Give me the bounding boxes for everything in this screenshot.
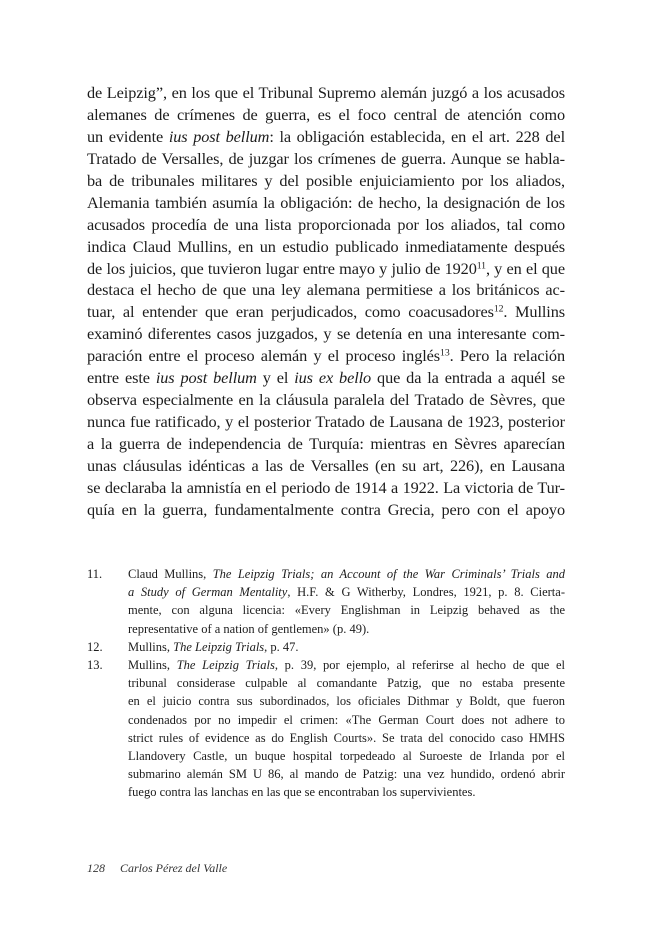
text-line: paración entre el proceso alemán y el proceso inglés$^{13}$. Pero la relación — [87, 346, 565, 366]
running-author: Carlos Pérez del Valle — [120, 861, 228, 875]
footnote-line: fuego contra las lanchas en las que se encontraban los supervivientes. — [128, 785, 476, 800]
footnote-line: condenados por no impedir el crimen: «The German Court does not adhere to — [128, 712, 565, 727]
main-text — [87, 82, 565, 521]
text-line: indica Claud Mullins, en un estudio publicado inmediatamente después — [87, 236, 565, 256]
text-line: Alemania también asumía la obligación: de hecho, la designación de los — [87, 192, 565, 212]
footnote-line: Claud Mullins, The Leipzig Trials; an Account of the War Criminals’ Trials and — [128, 567, 565, 581]
text-line: se declaraba la amnistía en el periodo de 1914 a 1922. La victoria de Tur- — [87, 477, 565, 497]
text-line: quía en la guerra, fundamentalmente contra Grecia, pero con el apoyo — [87, 499, 565, 519]
footnotes — [87, 565, 565, 801]
text-line: de los juicios, que tuvieron lugar entre mayo y julio de 1920$^{11}$, y en el que — [87, 258, 565, 278]
footnote-line: mente, con alguna licencia: «Every Englishman in Leipzig behaved as the — [128, 603, 565, 618]
text-line: examinó diferentes casos juzgados, y se detenía en una interesante com- — [87, 324, 565, 344]
footnote-line: en el juicio contra sus subordinados, los oficiales Dithmar y Boldt, que fueron — [128, 694, 565, 709]
text-line: de Leipzig”, en los que el Tribunal Supremo alemán juzgó a los acusados — [87, 83, 565, 102]
footnote-12 — [87, 638, 565, 656]
footnote-line: Llandovery Castle, un buque hospital torpedeado al Suroeste de Irlanda por el — [128, 748, 565, 763]
page-footer — [87, 861, 227, 876]
text-line: tuar, al entender que eran perjudicados, como coacusadores$^{12}$. Mullins — [87, 302, 566, 322]
text-line: observa especialmente en la cláusula paralela del Tratado de Sèvres, que — [87, 390, 565, 410]
footnote-line: tribunal considerase culpable al comandante Patzig, que no estaba presente — [128, 676, 565, 691]
text-line: alemanes de crímenes de guerra, es el foco central de atención como — [87, 104, 565, 124]
footnote-11 — [87, 565, 565, 638]
footnote-number: 11. — [87, 567, 103, 581]
footnote-line: a Study of German Mentality, H.F. & G Witherby, Londres, 1921, p. 8. Cierta- — [128, 585, 565, 600]
footnote-line: Mullins, The Leipzig Trials, p. 39, por ejemplo, al referirse al hecho de que el — [128, 657, 565, 672]
footnote-line: submarino alemán SM U 86, al mando de Patzig: una vez hundido, ordenó abrir — [128, 767, 565, 782]
footnote-line: strict rules of evidence as do English Courts». Se trata del conocido caso HMHS — [128, 730, 565, 745]
text-line: ba de tribunales militares y del posible enjuiciamiento por los aliados, — [87, 170, 565, 190]
text-line: a la guerra de independencia de Turquía: mientras en Sèvres aparecían — [87, 434, 565, 453]
footnote-number: 13. — [87, 657, 103, 672]
text-line: un evidente ius post bellum: la obligación establecida, en el art. 228 del — [87, 126, 565, 146]
footnote-line: Mullins, The Leipzig Trials, p. 47. — [128, 639, 299, 654]
footnote-ref-13: 13 — [440, 347, 450, 359]
footnote-number: 12. — [87, 639, 103, 654]
footnote-line: representative of a nation of gentlemen» (p. 49). — [128, 621, 370, 636]
text-line: acusados procedía de una lista proporcionada por los aliados, tal como — [87, 214, 565, 234]
text-line: nunca fue ratificado, y el posterior Tratado de Lausana de 1923, posterior — [87, 412, 565, 432]
footnote-ref-12: 12 — [493, 304, 504, 315]
text-line: destaca el hecho de que una ley alemana permitiese a los británicos ac- — [87, 280, 565, 300]
text-line: Tratado de Versalles, de juzgar los crímenes de guerra. Aunque se habla- — [87, 148, 565, 168]
page-number: 128 — [87, 861, 105, 875]
text-line: entre este ius post bellum y el ius ex bello que da la entrada a aquél se — [87, 368, 565, 388]
text-line: unas cláusulas idénticas a las de Versalles (en su art, 226), en Lausana — [87, 455, 565, 475]
footnote-13 — [87, 656, 565, 802]
footnote-ref-11: 11 — [476, 260, 486, 272]
